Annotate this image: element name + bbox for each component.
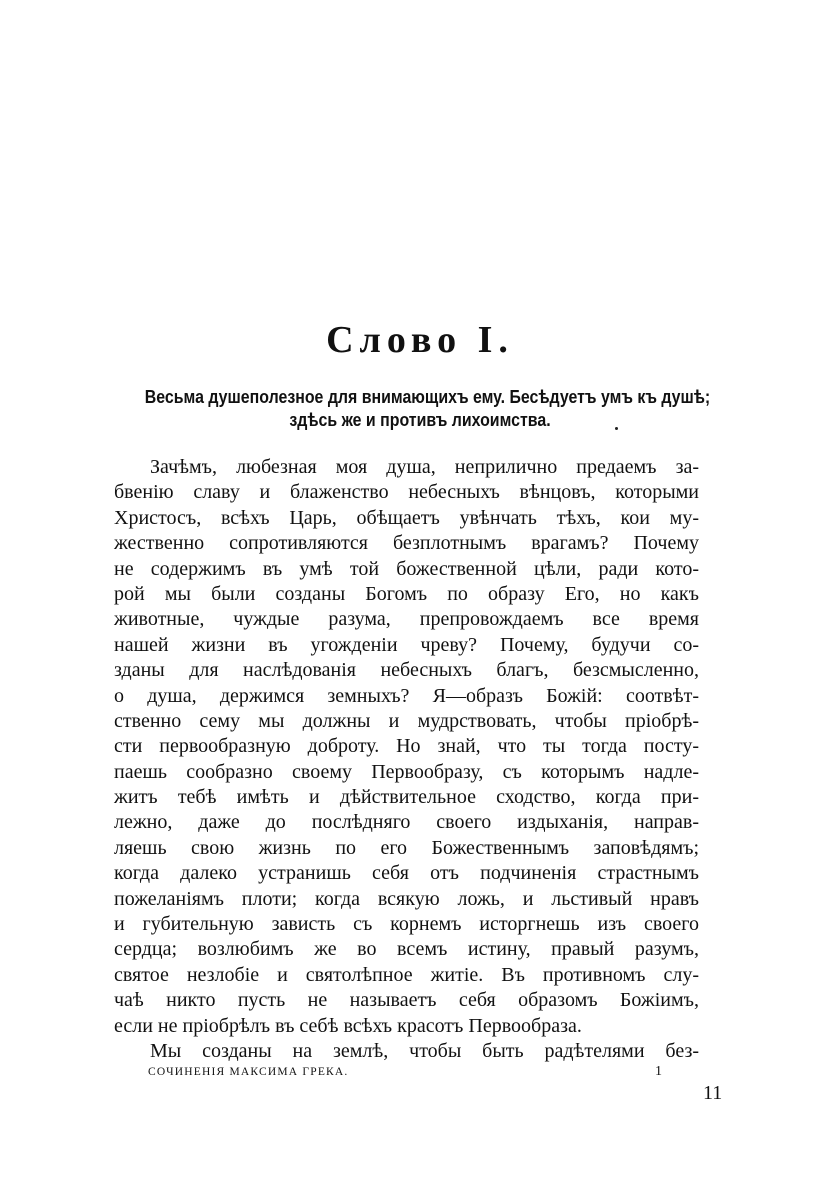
page-title: Слово I. [326,319,514,361]
body-line: жественно сопротивляются безплотнымъ врагамъ? Почему [114,532,699,555]
subtitle-line-1: Весьма душеполезное для внимающихъ ему. Бесѣдуетъ умъ къ душѣ; [144,386,711,407]
body-line: зданы для наслѣдованія небесныхъ благъ, безсмысленно, [114,659,699,682]
body-line: пожеланіямъ плоти; когда всякую ложь, и льстивый нравъ [114,887,699,910]
body-text [114,455,699,1064]
body-line: нашей жизни въ угожденіи чреву? Почему, будучи со- [114,633,699,656]
body-line: лежно, даже до послѣдняго своего издыханія, направ- [114,811,699,834]
body-line: и губительную зависть съ корнемъ исторгнешь изъ своего [114,913,699,936]
body-line: бвенію славу и блаженство небесныхъ вѣнцовъ, которыми [114,481,699,504]
body-line: рой мы были созданы Богомъ по образу Его, но какъ [114,582,699,605]
print-speck [615,427,618,430]
body-line: не содержимъ въ умѣ той божественной цѣли, ради кото- [114,557,699,580]
body-line: животные, чуждые разума, препровождаемъ все время [114,608,699,631]
subtitle-line-2: здѣсь же и противъ лихоимства. [289,409,551,430]
signature-mark: 1 [655,1064,662,1079]
body-line: житъ тебѣ имѣть и дѣйствительное сходство, когда при- [114,786,699,809]
body-line: сти первообразную доброту. Но знай, что ты тогда посту- [114,735,699,758]
body-line: сердца; возлюбимъ же во всемъ истину, правый разумъ, [114,938,699,961]
body-line: если не пріобрѣлъ въ себѣ всѣхъ красотъ Первообраза. [114,1014,582,1037]
body-line: Зачѣмъ, любезная моя душа, неприлично предаемъ за- [150,456,699,478]
body-line: о душа, держимся земныхъ? Я—образъ Божій: соотвѣт- [114,684,699,707]
body-line: святое незлобіе и святолѣпное житіе. Въ противномъ слу- [114,963,699,986]
page-number: 11 [703,1082,723,1104]
body-line: Мы созданы на землѣ, чтобы быть радѣтелями без- [150,1039,699,1062]
body-line: ляешь свою жизнь по его Божественнымъ заповѣдямъ; [114,836,699,859]
body-line: Христосъ, всѣхъ Царь, обѣщаетъ увѣнчать тѣхъ, кои му- [114,506,699,529]
body-line: чаѣ никто пусть не называетъ себя образомъ Божіимъ, [114,989,699,1012]
body-line: паешь сообразно своему Первообразу, съ которымъ надле- [114,760,699,783]
printer-signature: СОЧИНЕНІЯ МАКСИМА ГРЕКА. [148,1066,349,1078]
body-line: ственно сему мы должны и мудрствовать, чтобы пріобрѣ- [114,709,699,732]
body-line: когда далеко устранишь себя отъ подчиненія страстнымъ [114,862,699,885]
